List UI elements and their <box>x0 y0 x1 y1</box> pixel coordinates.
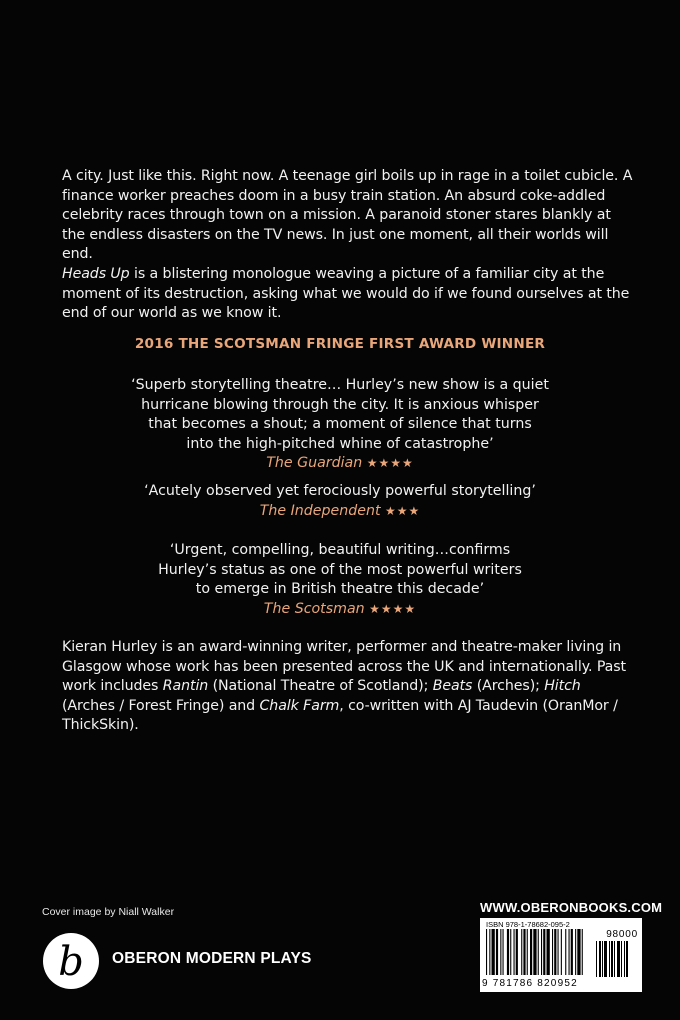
barcode <box>480 918 642 992</box>
blurb-paragraph-2-text: is a blistering monologue weaving a picture of a familiar city at the moment of its destruction, asking what we would do if we found ourselves at the end of our world as we know it. <box>62 266 630 322</box>
bio-text: (Arches); <box>472 678 545 695</box>
barcode-number: 9 781786 820952 <box>482 978 578 989</box>
publisher-website: WWW.OBERONBOOKS.COM <box>480 900 663 915</box>
review-guardian <box>100 376 580 474</box>
bio-text: , co-written with AJ Taudevin (OranMor / ThickSkin). <box>62 697 618 734</box>
work-title: Beats <box>432 678 473 695</box>
cover-credit: Cover image by Niall Walker <box>42 906 175 918</box>
review-source-name: The Independent <box>259 502 381 519</box>
review-source <box>100 502 580 522</box>
logo-letter: b <box>58 939 84 985</box>
bio-text: Kieran Hurley is an award-winning writer, performer and theatre-maker living in Glasgow whose work has been presented across the UK and internationally. Past work includes <box>62 639 626 695</box>
review-line: that becomes a shout; a moment of silence that turns <box>148 416 532 432</box>
review-line: to emerge in British theatre this decade’ <box>195 581 485 597</box>
review-source <box>100 454 580 474</box>
oberon-logo-icon <box>42 932 100 990</box>
author-bio <box>62 638 638 736</box>
review-independent <box>100 482 580 521</box>
review-line: into the high-pitched whine of catastrophe’ <box>186 435 494 452</box>
blurb-paragraph-1: A city. Just like this. Right now. A teenage girl boils up in rage in a toilet cubicle. A finance worker preaches doom in a busy train station. An absurd coke-addled celebrity races through town on a mission. A paranoid stoner stares blankly at the endless disasters on the TV news. In just one moment, all their worlds will end. <box>62 168 633 263</box>
work-title: Rantin <box>162 678 209 695</box>
review-source-name: The Scotsman <box>263 600 365 617</box>
work-title: Hitch <box>544 678 581 695</box>
bio-text: (National Theatre of Scotland); <box>208 678 433 695</box>
star-rating: ★★★★ <box>369 601 417 616</box>
review-line: ‘Urgent, compelling, beautiful writing…confirms <box>169 542 511 558</box>
star-rating: ★★★★ <box>366 456 414 470</box>
series-name: OBERON MODERN PLAYS <box>112 950 312 967</box>
work-title: Chalk Farm <box>259 697 340 714</box>
review-line: ‘Acutely observed yet ferociously powerful storytelling’ <box>144 483 536 499</box>
review-line: ‘Superb storytelling theatre… Hurley’s new show is a quiet <box>131 377 549 393</box>
barcode-addon: 98000 <box>606 929 638 940</box>
award-heading: 2016 THE SCOTSMAN FRINGE FIRST AWARD WINNER <box>134 336 546 352</box>
isbn-text: ISBN 978-1-78682-095-2 <box>486 920 570 929</box>
review-source <box>100 600 580 620</box>
star-rating: ★★★ <box>385 503 421 518</box>
review-line: Hurley’s status as one of the most powerful writers <box>158 561 522 578</box>
blurb-paragraph-2 <box>62 265 636 324</box>
review-scotsman <box>100 541 580 619</box>
review-source-name: The Guardian <box>266 455 363 471</box>
play-title: Heads Up <box>62 266 130 282</box>
bio-text: (Arches / Forest Fringe) and <box>62 697 260 714</box>
review-line: hurricane blowing through the city. It is anxious whisper <box>141 396 539 413</box>
